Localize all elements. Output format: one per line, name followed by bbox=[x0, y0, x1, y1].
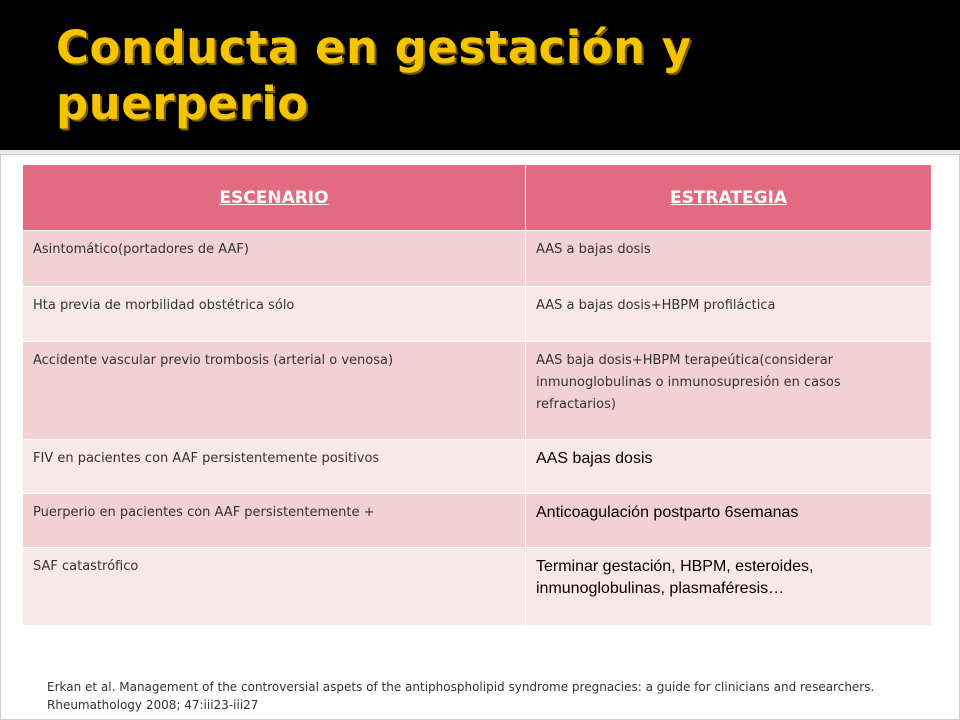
citation-text: Erkan et al. Management of the controversial aspets of the antiphospholipid syndrome pregnacies: a guide for clinicians and researchers. Rheumathology 2008; 47:iii23-iii27 bbox=[47, 680, 875, 712]
strategy-cell: AAS a bajas dosis+HBPM profiláctica bbox=[526, 287, 932, 342]
scenario-cell: FIV en pacientes con AAF persistentemente positivos bbox=[23, 440, 526, 494]
header-scenario: ESCENARIO bbox=[23, 165, 526, 231]
strategy-cell: AAS a bajas dosis bbox=[526, 231, 932, 287]
table-row bbox=[23, 548, 932, 626]
table-row bbox=[23, 342, 932, 440]
table-header-row bbox=[23, 165, 932, 231]
strategy-cell: AAS baja dosis+HBPM terapeútica(considerar inmunoglobulinas o inmunosupresión en casos refractarios) bbox=[526, 342, 932, 440]
scenario-cell: Hta previa de morbilidad obstétrica sólo bbox=[23, 287, 526, 342]
slide-title: Conducta en gestación y puerperio bbox=[56, 21, 692, 130]
scenario-cell: Puerperio en pacientes con AAF persistentemente + bbox=[23, 494, 526, 548]
table-row bbox=[23, 440, 932, 494]
strategy-cell: Terminar gestación, HBPM, esteroides, inmunoglobulinas, plasmaféresis… bbox=[526, 548, 932, 626]
strategy-cell: Anticoagulación postparto 6semanas bbox=[526, 494, 932, 548]
strategy-table bbox=[22, 164, 932, 626]
table-row bbox=[23, 231, 932, 287]
scenario-cell: Asintomático(portadores de AAF) bbox=[23, 231, 526, 287]
scenario-cell: SAF catastrófico bbox=[23, 548, 526, 626]
header-strategy: ESTRATEGIA bbox=[526, 165, 932, 231]
scenario-cell: Accidente vascular previo trombosis (arterial o venosa) bbox=[23, 342, 526, 440]
strategy-cell: AAS bajas dosis bbox=[526, 440, 932, 494]
table-row bbox=[23, 287, 932, 342]
table-row bbox=[23, 494, 932, 548]
